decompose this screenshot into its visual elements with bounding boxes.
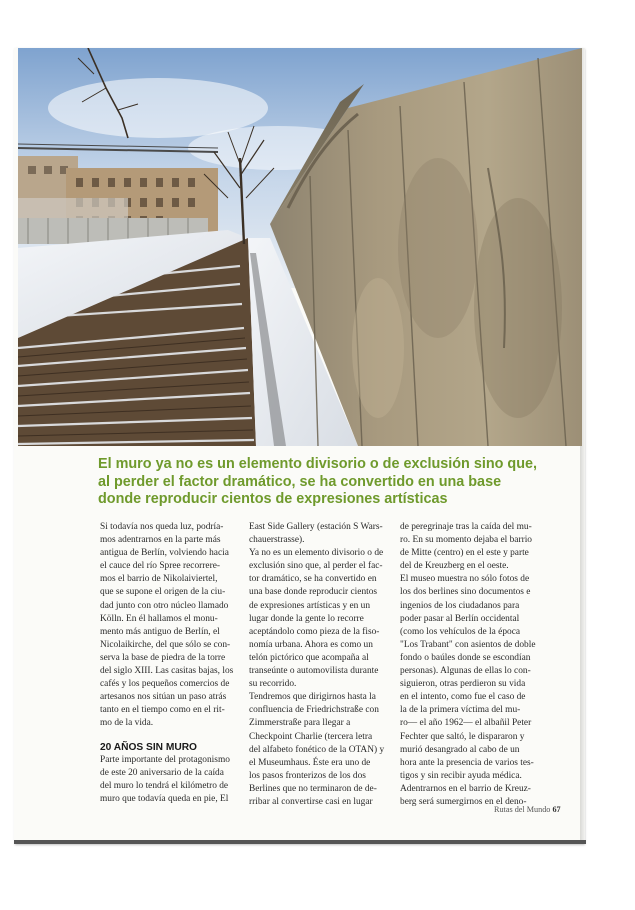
publication-name: Rutas del Mundo [494,805,551,814]
page-number: 67 [552,805,561,814]
body-line: transeúnte o automovilista durante [249,666,379,677]
body-line: que se supone el origen de la ciu- [100,587,226,598]
body-line: Tendremos que dirigirnos hasta la [249,692,376,703]
body-line: Zimmerstraße para llegar a [249,718,351,729]
body-line: rribar al convertirse casi en lugar [249,796,373,807]
body-line: el cauce del río Spree recorrere- [100,561,220,572]
paragraph-gap [100,731,242,737]
body-line: poder pasar al Berlín occidental [400,613,520,624]
body-line: telón pictórico que acompaña al [249,652,369,663]
body-line: el Museumhaus. Éste era uno de [249,757,371,768]
body-line: (como los vehículos de la época [400,626,521,637]
body-line: la de la primera víctima del mu- [400,705,521,716]
body-line: mento más antiguo de Berlín, el [100,626,220,637]
body-line: nomía urbana. Ahora es como un [249,639,373,650]
body-line: antigua de Berlín, volviendo hacia [100,548,229,559]
body-line: murió desangrado al cabo de un [400,744,520,755]
text-column-2 [249,521,393,809]
body-line: mos adentrarnos en la parte más [100,535,221,546]
body-line: de Mitte (centro) en el este y parte [400,548,529,559]
body-line: personas). Algunas de ellas lo con- [400,666,531,677]
body-line: los dos berlines sino documentos e [400,587,531,598]
scan-margin-top [0,0,635,48]
pull-quote-line: donde reproducir cientos de expresiones artísticas [98,491,448,507]
body-line: fondo o baúles donde se escondían [400,652,531,663]
body-line: mo de la vida. [100,718,154,729]
body-line: siguieron, otras perdieron su vida [400,679,526,690]
body-line: muro que todavía queda en pie, El [100,793,229,804]
section-heading: 20 AÑOS SIN MURO [100,741,197,753]
body-line: dad junto con otro núcleo llamado [100,600,229,611]
body-line: East Side Gallery (estación S Wars- [249,522,383,532]
body-line: Si todavía nos queda luz, podría- [100,522,224,532]
body-line: ro. En su momento dejaba el barrio [400,535,532,546]
body-line: Checkpoint Charlie (tercera letra [249,731,373,742]
body-line: de peregrinaje tras la caída del mu- [400,522,532,532]
body-line: de expresiones artísticas y en un [249,600,371,611]
body-line: artesanos nos sitúan un paso atrás [100,692,227,703]
body-line: Berlines que no terminaron de de- [249,783,377,794]
body-line: lugar donde la gente lo recorre [249,613,364,624]
body-line: del muro lo tendrá el kilómetro de [100,780,229,791]
body-line: Parte importante del protagonismo [100,754,230,765]
body-line: Kölln. En él hallamos el monu- [100,613,218,624]
body-line: confluencia de Friedrichstraße con [249,705,379,716]
body-line: Ya no es un elemento divisorio o de [249,548,384,559]
body-line: en el intento, como fue el caso de [400,692,526,703]
body-line: ingenios de los ciudadanos para [400,600,520,611]
berlin-wall-photo [18,48,582,446]
body-line: su recorrido. [249,679,297,690]
pull-quote-line: al perder el factor dramático, se ha convertido en una base [98,473,502,490]
body-line: hora ante la presencia de varios tes- [400,757,534,768]
body-line: mos el barrio de Nikolaiviertel, [100,574,218,585]
body-line: cafés y los pequeños comercios de [100,679,230,690]
body-line: exclusión sino que, al perder el fac- [249,561,383,572]
text-column-1 [100,521,242,806]
body-line: Adentrarnos en el barrio de Kreuz- [400,783,531,794]
body-line: tigos y sin recibir ayuda médica. [400,770,522,781]
body-line: ro— el año 1962— el albañil Peter [400,718,532,729]
body-line: del siglo XIII. Las casitas bajas, los [100,666,234,677]
body-line: una base donde reproducir cientos [249,587,378,598]
body-line: El museo muestra no sólo fotos de [400,574,530,585]
body-line: "Los Trabant" con asientos de doble [400,639,536,650]
body-line: tor dramático, se ha convertido en [249,574,377,585]
pull-quote [98,456,538,509]
body-line: del de Kreuzberg en el oeste. [400,561,509,572]
body-line: chauerstrasse). [249,535,305,546]
body-line: del alfabeto fonético de la OTAN) y [249,744,385,755]
text-column-3 [400,521,546,809]
body-line: de este 20 aniversario de la caída [100,767,224,778]
pull-quote-line: El muro ya no es un elemento divisorio o de exclusión sino que, [98,456,538,472]
body-line: los pasos fronterizos de los dos [249,770,366,781]
body-line: Nicolaikirche, del que sólo se con- [100,639,231,650]
body-line: berg será sumergirnos en el deno- [400,796,527,807]
body-line: tanto en el tiempo como en el rit- [100,705,225,716]
body-line: aceptándolo como pieza de la fiso- [249,626,380,637]
body-line: Fechter que saltó, le dispararon y [400,731,525,742]
body-line: serva la base de piedra de la torre [100,652,226,663]
page-bottom-edge [14,840,586,844]
page-folio [494,805,561,814]
